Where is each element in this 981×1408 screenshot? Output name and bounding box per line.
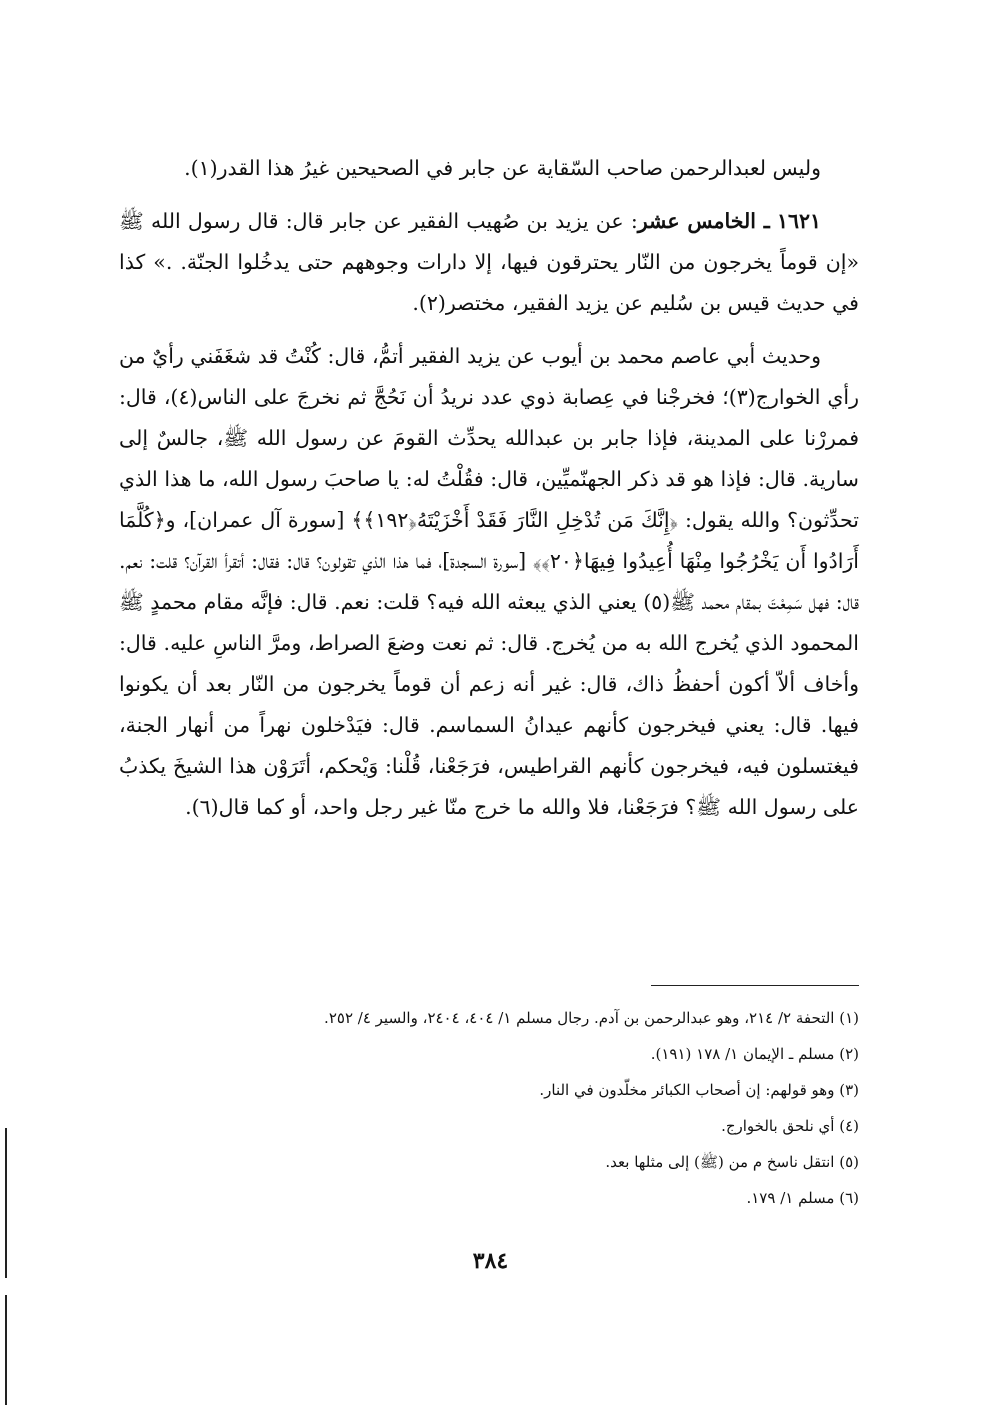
footnote-divider	[651, 985, 859, 986]
hadith-number: ١٦٢١	[776, 209, 821, 233]
footnotes	[119, 1000, 859, 1216]
scan-edge-mark	[5, 1295, 7, 1405]
footnote: (٣) وهو قولهم: إن أصحاب الكبائر مخلّدون في النار.	[539, 1081, 859, 1099]
footnote: (٦) مسلم ١/ ١٧٩.	[746, 1189, 859, 1207]
hadith-heading: ـ الخامس عشر	[637, 209, 770, 233]
footnote: (٥) انتقل ناسخ م من (ﷺ) إلى مثلها بعد.	[605, 1153, 859, 1171]
main-text	[119, 148, 859, 840]
footnote: (٢) مسلم ـ الإيمان ١/ ١٧٨ (١٩١).	[650, 1045, 859, 1063]
hadith-text: : عن يزيد بن صُهيب الفقير عن جابر قال: قال رسول الله ﷺ «إن قوماً يخرجون من النّار يحترقون فيها، إلا دارات وجوههم حتى يدخُلوا الجنّة. .» كذا في حديث قيس بن سُليم عن يزيد الفقير، مختصر(٢).	[119, 209, 859, 315]
paragraph-hadith	[119, 201, 859, 324]
paragraph: وحديث أبي عاصم محمد بن أيوب عن يزيد الفقير أتمُّ، قال: كُنْتُ قد شغَفَني رأيٌ من رأي الخوارج(٣)؛ فخرجْنا في عِصابة ذوي عدد نريدُ أن نَحُجَّ ثم نخرجَ على الناس(٤)، قال: فمررْنا على المدينة، فإذا جابر بن عبدالله يحدِّث القومَ عن رسول الله ﷺ، جالسٌ إلى سارية. قال: فإذا هو قد ذكر الجهنّميِّين، قال: فقُلْتُ له: يا صاحبَ رسول الله، ما هذا الذي تحدِّثون؟ والله يقول: ﴿إِنَّكَ مَن تُدْخِلِ النَّارَ فَقَدْ أَخْزَيْتَهُ﴿١٩٢﴾﴾ [سورة آل عمران]، و﴿كُلَّمَا أَرَادُوا أَن يَخْرُجُوا مِنْهَا أُعِيدُوا فِيهَا﴿٢٠﴾﴾ [سورة السجدة]، فما هذا الذي تقولون؟ قال: فقال: أتقرأ القرآن؟ قلت: نعم. قال: فهل سَمِعْتَ بمقام محمد ﷺ(٥) يعني الذي يبعثه الله فيه؟ قلت: نعم. قال: فإنَّه مقام محمدٍ ﷺ المحمود الذي يُخرج الله به من يُخرج. قال: ثم نعت وضعَ الصراط، ومرَّ الناسِ عليه. قال: وأخاف ألاّ أكون أحفظُ ذاك، قال: غير أنه زعم أن قوماً يخرجون من النّار بعد أن يكونوا فيها. قال: يعني فيخرجون كأنهم عيدانُ السماسم. قال: فيَدْخلون نهراً من أنهار الجنة، فيغتسلون فيه، فيخرجون كأنهم القراطيس، فرَجَعْنا، قُلْنا: وَيْحكم، أتَرَوْن هذا الشيخَ يكذبُ على رسول الله ﷺ؟ فرَجَعْنا، فلا والله ما خرج منّا غير رجل واحد، أو كما قال(٦).	[119, 344, 859, 819]
paragraph: وليس لعبدالرحمن صاحب السّقاية عن جابر في الصحيحين غيرُ هذا القدر(١).	[184, 156, 821, 180]
footnote: (٤) أي نلحق بالخوارج.	[721, 1117, 859, 1135]
page-number: ٣٨٤	[472, 1248, 509, 1274]
footnote: (١) التحفة ٢/ ٢١٤، وهو عبدالرحمن بن آدم. رجال مسلم ١/ ٤٠٤، ٢٤٠٤، والسير ٤/ ٢٥٢.	[324, 1009, 859, 1027]
